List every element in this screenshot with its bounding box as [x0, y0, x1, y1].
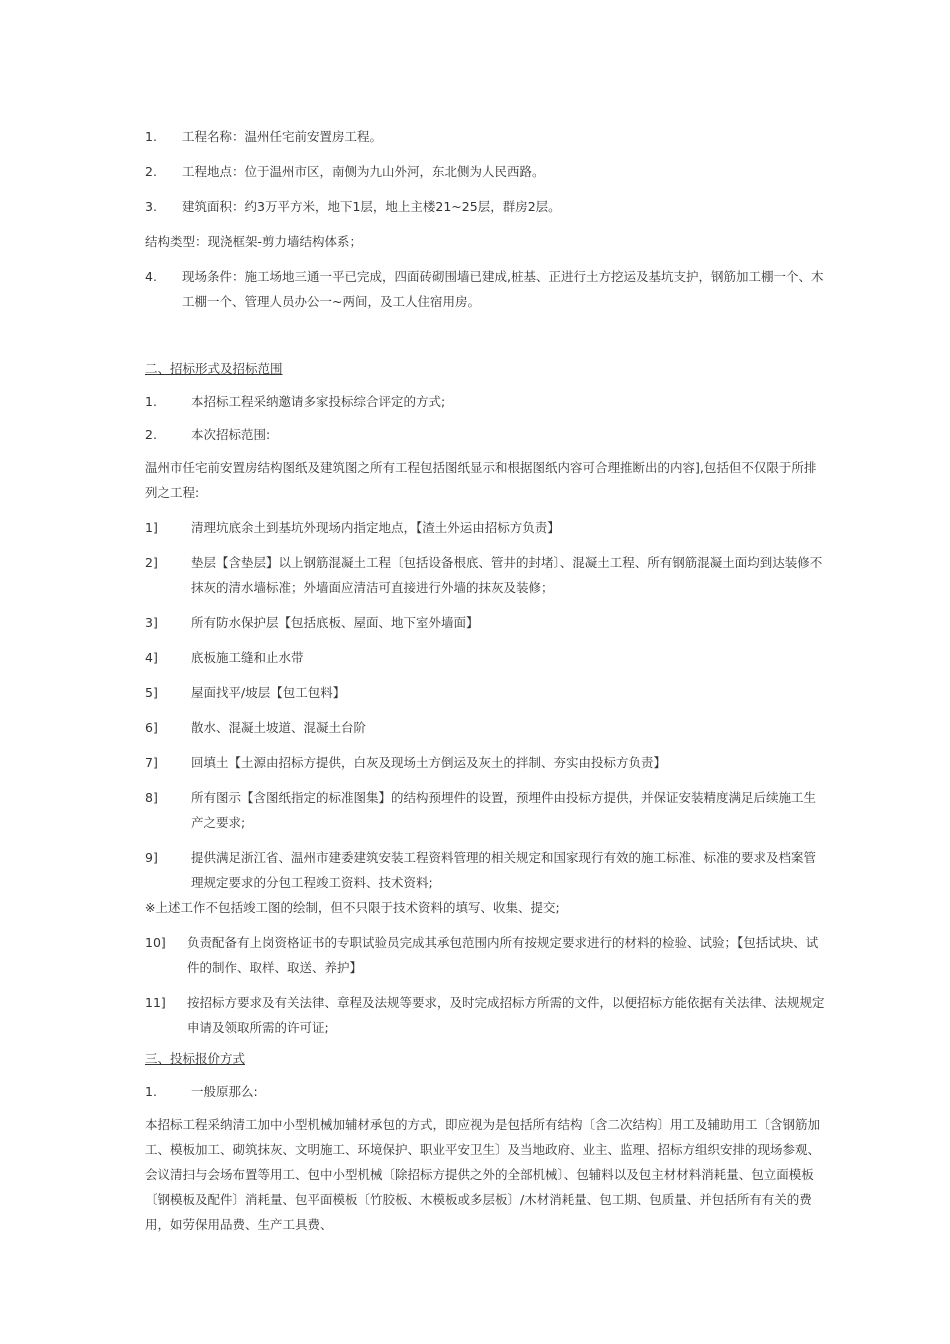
- scope-item: [145, 845, 825, 895]
- list-number: 2.: [145, 164, 157, 179]
- scope-number: 6]: [145, 720, 158, 735]
- scope-item: [145, 990, 825, 1040]
- scope-item: [145, 750, 825, 775]
- scope-note: ※上述工作不包括竣工图的绘制，但不只限于技术资料的填写、收集、提交;: [145, 900, 560, 915]
- list-number: 2.: [145, 427, 157, 442]
- scope-intro-paragraph: 温州市任宅前安置房结构图纸及建筑图之所有工程包括图纸显示和根据图纸内容可合理推断出的内容],包括但不仅限于所排列之工程:: [145, 460, 817, 500]
- scope-number: 4]: [145, 650, 158, 665]
- scope-text: 按招标方要求及有关法律、章程及法规等要求，及时完成招标方所需的文件，以便招标方能依据有关法律、法规规定申请及领取所需的许可证;: [187, 995, 825, 1035]
- scope-text: 回填土【土源由招标方提供，白灰及现场土方倒运及灰土的拌制、夯实由投标方负责】: [191, 755, 667, 770]
- site-conditions-item: [145, 264, 825, 314]
- scope-item: [145, 550, 825, 600]
- scope-item: [145, 930, 825, 980]
- document-body: [145, 124, 825, 1237]
- scope-text: 散水、混凝土坡道、混凝土台阶: [191, 720, 367, 735]
- scope-text: 清理坑底余土到基坑外现场内指定地点，【渣土外运由招标方负责】: [191, 520, 560, 535]
- scope-item: [145, 715, 825, 740]
- scope-item: [145, 610, 825, 635]
- scope-number: 10]: [145, 935, 166, 950]
- list-text: 本招标工程采纳邀请多家投标综合评定的方式;: [191, 394, 446, 409]
- general-principle-item: [145, 1079, 825, 1104]
- pricing-paragraph: 本招标工程采纳清工加中小型机械加辅材承包的方式，即应视为是包括所有结构〔含二次结构〕用工及辅助用工〔含钢筋加工、模板加工、砌筑抹灰、文明施工、环境保护、职业平安卫生〕及当地政府、业主、监理、招标方组织安排的现场参观、会议清扫与会场布置等用工、包中小型机械〔除招标方提供之外的全部机械〕、包辅料以及包主材材料消耗量、包立面模板〔钢模板及配件〕消耗量、包平面模板〔竹胶板、木模板或多层板〕/木材消耗量、包工期、包质量、并包括所有有关的费用，如劳保用品费、生产工具费、: [145, 1117, 821, 1232]
- list-text: 一般原那么:: [191, 1084, 258, 1099]
- building-area-item: [145, 194, 825, 219]
- section-heading-pricing: 三、投标报价方式: [145, 1051, 246, 1066]
- list-number: 3.: [145, 199, 157, 214]
- bidding-method-item: [145, 389, 825, 414]
- structure-type: 结构类型：现浇框架-剪力墙结构体系；: [145, 234, 363, 249]
- list-number: 4.: [145, 269, 157, 284]
- scope-text: 所有图示【含图纸指定的标准图集】的结构预埋件的设置，预埋件由投标方提供，并保证安装精度满足后续施工生产之要求;: [191, 790, 817, 830]
- scope-number: 8]: [145, 790, 158, 805]
- scope-text: 屋面找平/坡层【包工包料】: [191, 685, 346, 700]
- scope-text: 垫层【含垫层】以上钢筋混凝土工程〔包括设备根底、管井的封堵〕、混凝土工程、所有钢筋混凝土面均到达装修不抹灰的清水墙标准；外墙面应清洁可直接进行外墙的抹灰及装修；: [191, 555, 823, 595]
- list-text: 本次招标范围:: [191, 427, 271, 442]
- section-heading-bidding-scope: 二、招标形式及招标范围: [145, 361, 283, 376]
- scope-text: 所有防水保护层【包括底板、屋面、地下室外墙面】: [191, 615, 479, 630]
- scope-number: 5]: [145, 685, 158, 700]
- scope-number: 3]: [145, 615, 158, 630]
- scope-item: [145, 645, 825, 670]
- bidding-scope-item: [145, 422, 825, 447]
- scope-text: 提供满足浙江省、温州市建委建筑安装工程资料管理的相关规定和国家现行有效的施工标准、标准的要求及档案管理规定要求的分包工程竣工资料、技术资料;: [191, 850, 817, 890]
- list-number: 1.: [145, 1084, 157, 1099]
- scope-item: [145, 680, 825, 705]
- scope-text: 负责配备有上岗资格证书的专职试验员完成其承包范围内所有按规定要求进行的材料的检验、试验；【包括试块、试件的制作、取样、取送、养护】: [187, 935, 819, 975]
- list-text: 建筑面积：约3万平方米，地下1层，地上主楼21~25层，群房2层。: [182, 199, 561, 214]
- list-text: 现场条件：施工场地三通一平已完成，四面砖砌围墙已建成,桩基、正进行土方挖运及基坑支护，钢筋加工棚一个、木工棚一个、管理人员办公一~两间，及工人住宿用房。: [182, 269, 824, 309]
- list-number: 1.: [145, 394, 157, 409]
- list-text: 工程名称：温州任宅前安置房工程。: [182, 129, 383, 144]
- list-text: 工程地点：位于温州市区，南侧为九山外河，东北侧为人民西路。: [182, 164, 545, 179]
- project-name-item: [145, 124, 825, 149]
- scope-number: 1]: [145, 520, 158, 535]
- scope-number: 11]: [145, 995, 166, 1010]
- scope-number: 9]: [145, 850, 158, 865]
- project-location-item: [145, 159, 825, 184]
- scope-number: 7]: [145, 755, 158, 770]
- scope-text: 底板施工缝和止水带: [191, 650, 304, 665]
- scope-number: 2]: [145, 555, 158, 570]
- scope-item: [145, 785, 825, 835]
- scope-item: [145, 515, 825, 540]
- list-number: 1.: [145, 129, 157, 144]
